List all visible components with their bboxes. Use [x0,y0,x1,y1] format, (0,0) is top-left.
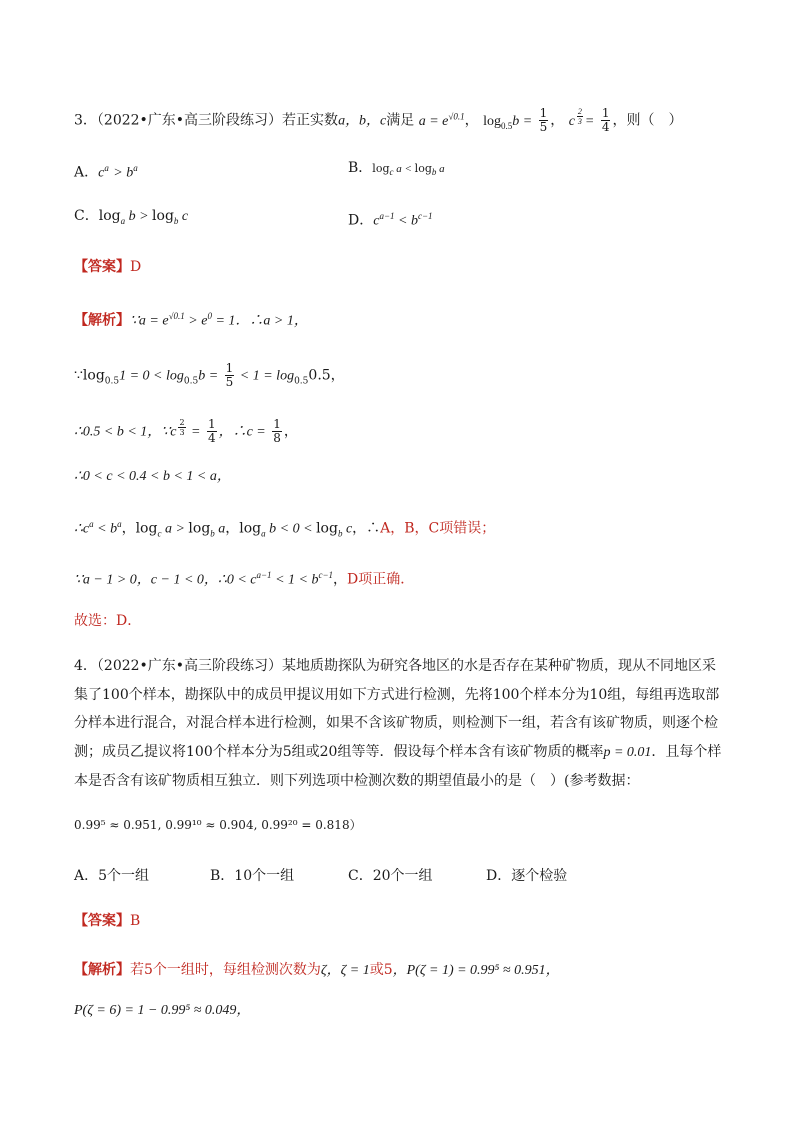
q3-stem-mid: 满足 [386,112,415,129]
q4-answer: 【答案】B [74,913,141,929]
q3-stem-prefix: 3．（2022•广东•高三阶段练习）若正实数 [74,112,339,129]
q3-stem-vars: a，b，c [338,113,387,129]
q4-analysis-line-1: 【解析】若5个一组时，每组检测次数为ζ，ζ = 1或5，P(ζ = 1) = 0.99⁵ ≈ 0.951， [74,962,560,978]
q3-stem: 3．（2022•广东•高三阶段练习）若正实数a，b，c满足 $a = e^{√0.1}$， $\log_{0.5}b$ = $\frac{1}{5}$ ， c $^{\frac{2}{3}}$ = $\frac{1}{4}$ ，则（ ） [74,106,683,135]
q3-cond3: c $^{\frac{2}{3}}$ = [568,107,595,129]
q3-option-b: B．$\log_c a < \log_b a$ [348,160,445,178]
q3-analysis-line-6: ∵a − 1 > 0，c − 1 < 0，∴0 < $c^{a-1} < 1 < b^{c-1}$，D项正确． [74,570,415,588]
q3-analysis-line-3: ∴0.5 < b < 1，∵c $^{\frac{2}{3}}$ = $\frac{1}{4}$ ，∴c = $\frac{1}{8}$ ， [74,417,298,446]
q3-frac-1-4: $\frac{1}{4}$ [601,106,610,135]
q3-cond2: $\log_{0.5}b$ = [483,113,533,131]
q3-analysis-line-2: $\because\log_{0.5}1 = 0 < \log_{0.5}b$ = $\frac{1}{5}$ < $1 = \log_{0.5}0.5$， [74,361,345,389]
q3-stem-suffix: ，则（ ） [612,112,683,129]
q4-option-d: D．逐个检验 [486,868,568,884]
q4-option-b: B．10个一组 [210,868,295,884]
q3-analysis-line-5: $\therefore c^a < b^a$，$\log_c a > \log_b a$，$\log_a b < 0 < \log_b c$，∴A，B，C项错误； [74,519,496,539]
q3-option-c: C．$\log_a b > \log_b c$ [74,208,189,226]
q3-analysis-line-4: ∴0 < c < 0.4 < b < 1 < a， [74,469,231,484]
q3-option-a: A．$c^a > b^a$ [74,163,138,181]
q3-analysis-line-1: 【解析】∵a = $e^{√0.1} > e^0 = 1$．∴a > 1， [74,311,308,329]
q4-analysis-line-2: P(ζ = 6) = 1 − 0.99⁵ ≈ 0.049， [74,1003,251,1018]
q4-reference-data: 0.99⁵ ≈ 0.951, 0.99¹⁰ ≈ 0.904, 0.99²⁰ = 0.818） [74,818,362,832]
q3-conclusion: 故选：D． [74,613,142,629]
q4-option-a: A．5个一组 [74,868,150,884]
q3-cond1: $a = e^{√0.1}$ [418,111,465,129]
q4-stem: 4．（2022•广东•高三阶段练习）某地质勘探队为研究各地区的水是否存在某种矿物质，现从不同地区采集了100个样本，勘探队中的成员甲提议用如下方式进行检测，先将100个样本分为10组，每组再选取部分样本进行混合，对混合样本进行检测，如果不含该矿物质，则检测下一组，若含有该矿物质，则逐个检测；成员乙提议将100个样本分为5组或20组等等．假设每个样本含有该矿物质的概率p = 0.01．且每个样本是否含有该矿物质相互独立．则下列选项中检测次数的期望值最小的是（ ）(参考数据： [74,658,722,789]
q3-option-d: D．$c^{a-1} < b^{c-1}$ [348,211,433,229]
q3-frac-1-5: $\frac{1}{5}$ [539,106,548,135]
q3-answer: 【答案】D [74,259,142,275]
q4-option-c: C．20个一组 [348,868,433,884]
